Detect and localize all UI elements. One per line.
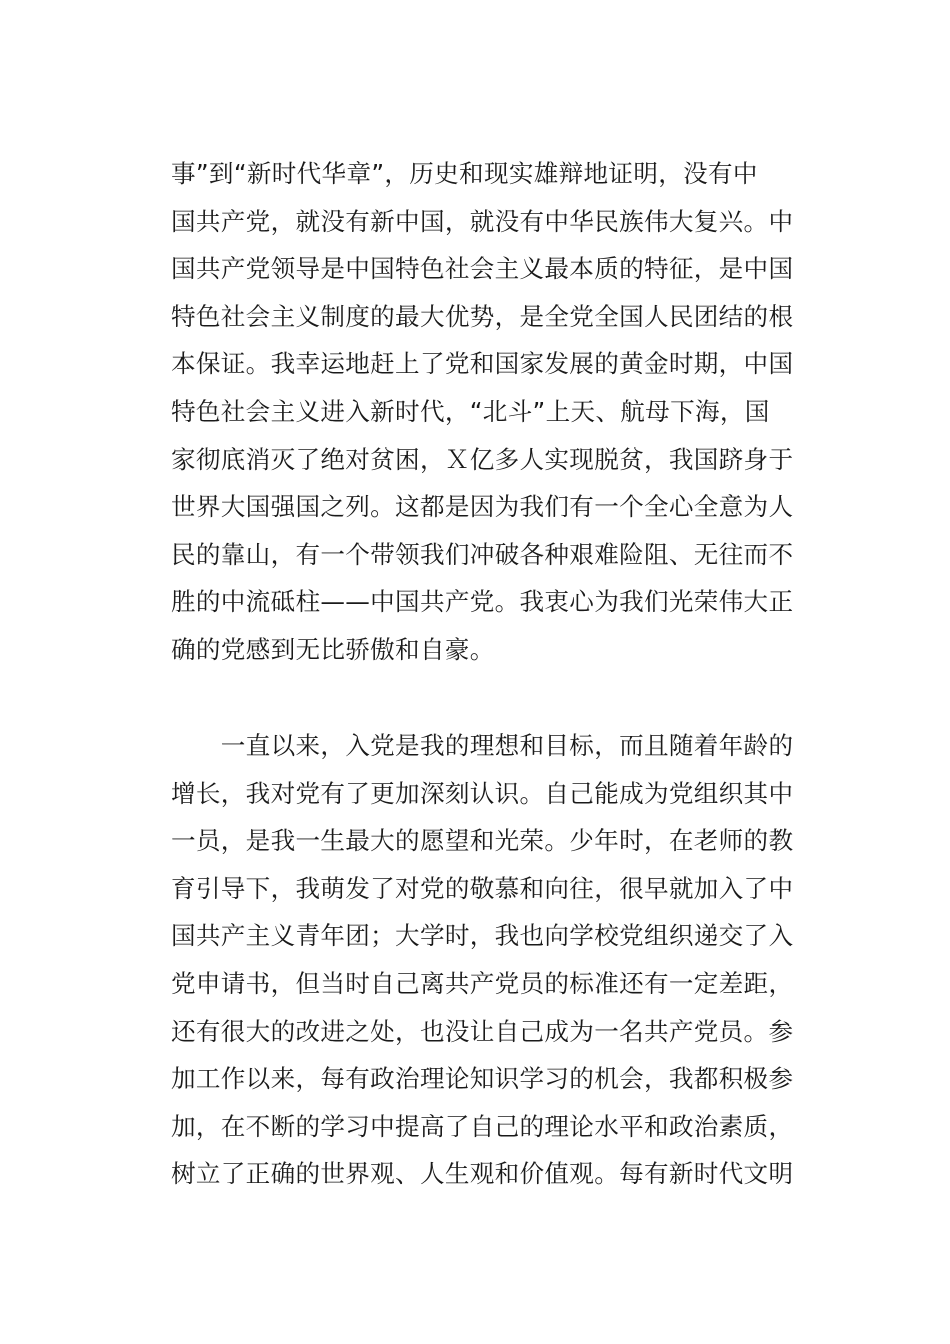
paragraph-line: 民的靠山，有一个带领我们冲破各种艰难险阻、无往而不 xyxy=(171,539,794,569)
paragraph-line: 一直以来，入党是我的理想和目标，而且随着年龄的 xyxy=(171,731,794,760)
paragraph-line: 加工作以来，每有政治理论知识学习的机会，我都积极参 xyxy=(171,1064,794,1094)
paragraph-line: 还有很大的改进之处，也没让自己成为一名共产党员。参 xyxy=(171,1016,794,1046)
paragraph-line: 党申请书，但当时自己离共产党员的标准还有一定差距， xyxy=(171,968,794,998)
paragraph-line: 国共产主义青年团；大学时，我也向学校党组织递交了入 xyxy=(171,921,794,951)
paragraph-line: 国共产党领导是中国特色社会主义最本质的特征，是中国 xyxy=(171,254,794,284)
paragraph-line: 树立了正确的世界观、人生观和价值观。每有新时代文明 xyxy=(171,1159,794,1189)
paragraph-line: 加，在不断的学习中提高了自己的理论水平和政治素质， xyxy=(171,1111,794,1141)
paragraph-line: 家彻底消灭了绝对贫困，Ｘ亿多人实现脱贫，我国跻身于 xyxy=(171,444,794,474)
paragraph-line: 胜的中流砥柱——中国共产党。我衷心为我们光荣伟大正 xyxy=(171,587,794,617)
paragraph-line: 特色社会主义进入新时代，“北斗”上天、航母下海，国 xyxy=(171,396,770,426)
paragraph-line: 育引导下，我萌发了对党的敬慕和向往，很早就加入了中 xyxy=(171,873,794,903)
paragraph-line: 国共产党，就没有新中国，就没有中华民族伟大复兴。中 xyxy=(171,206,794,236)
paragraph-line: 确的党感到无比骄傲和自豪。 xyxy=(171,634,495,664)
paragraph-line: 世界大国强国之列。这都是因为我们有一个全心全意为人 xyxy=(171,492,794,522)
paragraph-line: 增长，我对党有了更加深刻认识。自己能成为党组织其中 xyxy=(171,778,794,808)
paragraph-line: 特色社会主义制度的最大优势，是全党全国人民团结的根 xyxy=(171,301,794,331)
paragraph-1 xyxy=(171,150,794,674)
paragraph-line: 本保证。我幸运地赶上了党和国家发展的黄金时期，中国 xyxy=(171,349,794,379)
paragraph-line: 一员，是我一生最大的愿望和光荣。少年时，在老师的教 xyxy=(171,826,794,856)
paragraph-2 xyxy=(171,722,794,1198)
paragraph-line: 事”到“新时代华章”，历史和现实雄辩地证明，没有中 xyxy=(171,159,758,188)
